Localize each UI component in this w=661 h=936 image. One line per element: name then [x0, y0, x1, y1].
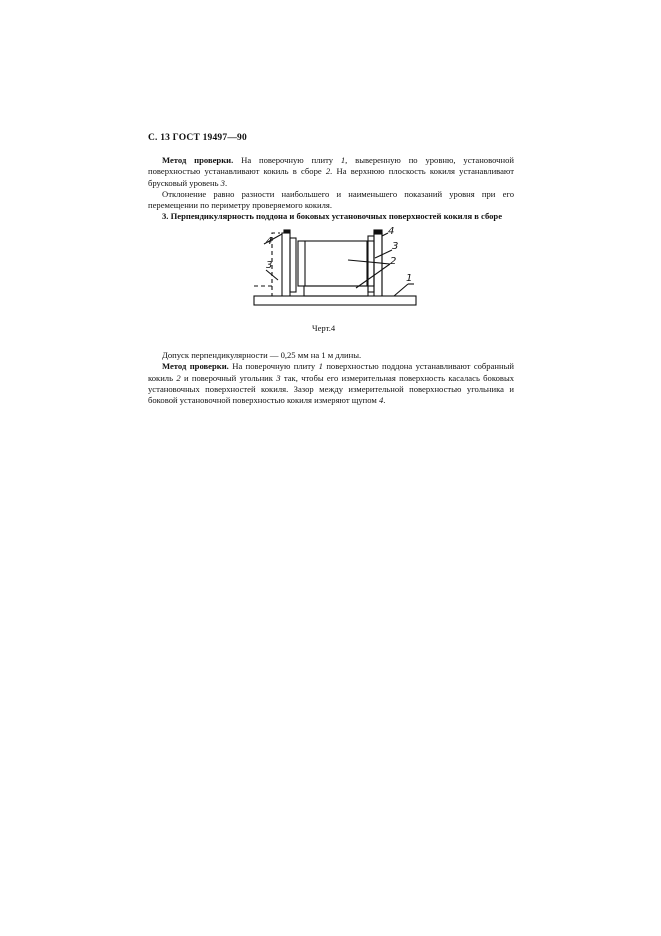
- surface-plate: [254, 296, 416, 305]
- figure-drawing-4: [248, 224, 424, 314]
- square-left: [282, 233, 290, 296]
- method-lead-2: Метод проверки.: [162, 361, 229, 372]
- method-lead: Метод проверки.: [162, 155, 234, 165]
- paragraph-method-level: Метод проверки. На поверочную плиту 1, выверенную по уровню, установочной поверхностью устанавливают кокиль в сборе 2. На верхнюю плоскость кокиля устанавливают брусковый уровень 3.: [148, 155, 514, 188]
- figure-caption: Черт.4: [312, 323, 336, 333]
- paragraph-tolerance: Допуск перпендикулярности — 0,25 мм на 1 м длины.: [162, 350, 362, 360]
- drawing-svg: [248, 224, 424, 314]
- upper-text-block: [148, 155, 514, 223]
- label-4-left: 4: [266, 236, 273, 247]
- page-header: С. 13 ГОСТ 19497—90: [148, 133, 247, 143]
- section-3-title: 3. Перпендикулярность поддона и боковых установочных поверхностей кокиля в сборе: [162, 211, 503, 222]
- label-2: 2: [390, 256, 397, 267]
- square-right: [374, 233, 382, 296]
- label-3-right: 3: [392, 241, 399, 252]
- lower-text-block: [148, 350, 514, 406]
- label-1: 1: [406, 273, 413, 284]
- label-4-right: 4: [388, 226, 395, 237]
- label-3-left: 3: [266, 260, 273, 271]
- paragraph-deviation: Отклонение равно разности наибольшего и наименьшего показаний уровня при его перемещении по периметру проверяемого кокиля.: [148, 188, 514, 211]
- mold-body: [298, 241, 374, 286]
- pallet: [304, 286, 368, 296]
- paragraph-method-square: Метод проверки. На поверочную плиту 1 поверхностью поддона устанавливают собранный кокиль 2 и поверочный угольник 3 так, чтобы его измерительная поверхность касалась боковых установочных поверхностей кокиля. Зазор между измерительной поверхностью угольника и боковой установочной поверхностью кокиля измеряют щупом 4.: [148, 361, 515, 406]
- feeler-right: [368, 236, 374, 292]
- feeler-left: [290, 238, 296, 292]
